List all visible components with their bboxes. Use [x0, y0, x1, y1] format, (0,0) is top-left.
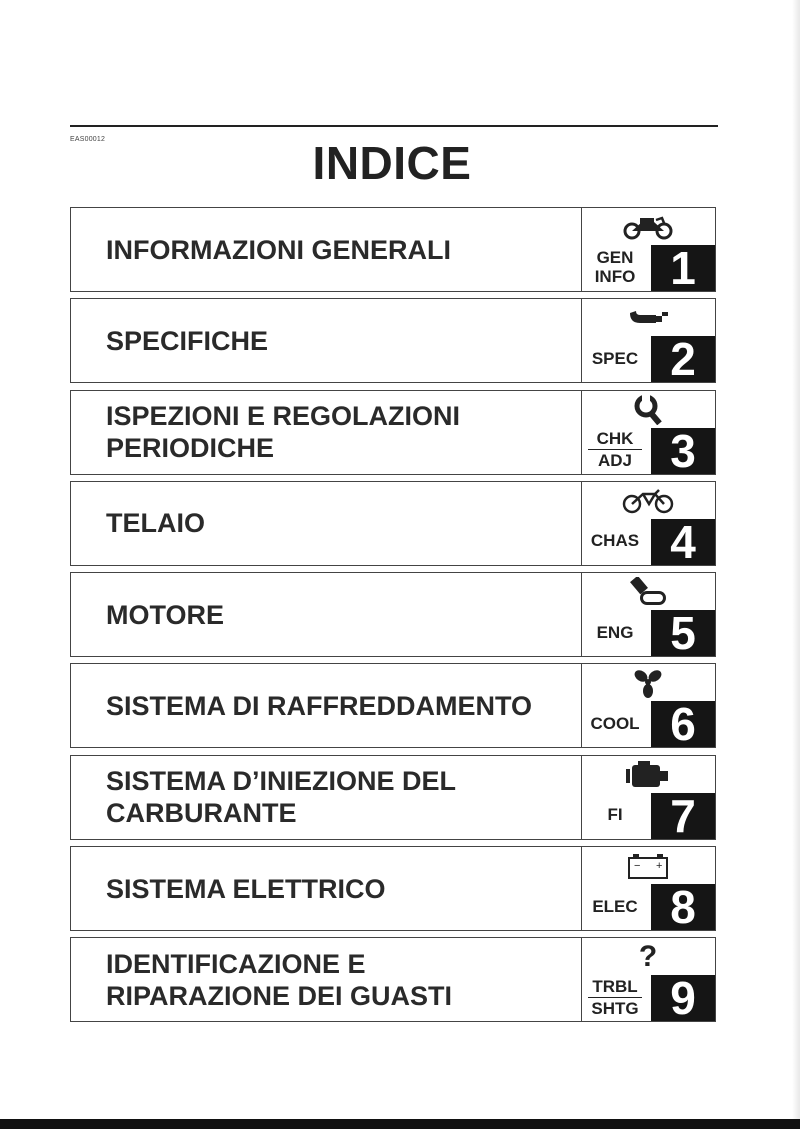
toc [70, 207, 716, 1029]
section-number: 6 [651, 701, 715, 747]
section-title: ISPEZIONI E REGOLAZIONI PERIODICHE [106, 401, 461, 464]
section-number: 8 [651, 884, 715, 930]
section-number: 4 [651, 519, 715, 565]
section-number: 3 [651, 428, 715, 474]
section-1[interactable] [70, 207, 716, 292]
section-tab [581, 482, 715, 568]
section-code: COOL [590, 713, 640, 733]
battery-icon [582, 851, 714, 881]
section-title: SPECIFICHE [106, 325, 269, 356]
section-code: GEN INFO [594, 248, 636, 286]
page-edge-shadow [792, 0, 800, 1129]
section-code: CHK ADJ [582, 427, 648, 473]
fan-icon [582, 668, 714, 698]
section-tab [581, 391, 715, 477]
section-title: MOTORE [106, 599, 225, 630]
section-title: IDENTIFICAZIONE E RIPARAZIONE DEI GUASTI [106, 948, 453, 1011]
section-tab [581, 938, 715, 1025]
section-6[interactable] [70, 663, 716, 751]
question-icon: ? [638, 940, 658, 974]
section-8[interactable] [70, 846, 716, 934]
section-tab [581, 573, 715, 660]
page-bottom-edge [0, 1119, 800, 1129]
section-4[interactable] [70, 481, 716, 566]
section-code: SPEC [591, 348, 639, 368]
section-code: CHAS [590, 531, 640, 551]
section-code: ELEC [592, 896, 638, 916]
section-title: INFORMAZIONI GENERALI [106, 234, 451, 265]
section-number: 9 [651, 975, 715, 1021]
engine-icon [582, 760, 714, 790]
section-3[interactable] [70, 390, 716, 475]
section-number: 5 [651, 610, 715, 656]
section-code: FI [607, 805, 623, 825]
section-tab [581, 847, 715, 934]
doc-code: EAS00012 [70, 136, 106, 143]
section-tab [581, 664, 715, 751]
top-rule [70, 125, 718, 127]
section-title: SISTEMA ELETTRICO [106, 873, 386, 904]
section-number: 7 [651, 793, 715, 839]
motorcycle-icon [582, 212, 714, 242]
wrench-icon [582, 395, 714, 425]
battery-plus: + [656, 860, 663, 873]
section-code: ENG [596, 622, 634, 642]
piston-icon [582, 577, 714, 607]
code-separator [588, 449, 642, 451]
battery-minus: − [634, 860, 641, 873]
section-9[interactable] [70, 937, 716, 1025]
frame-icon [582, 486, 714, 516]
section-code: TRBL SHTG [582, 974, 648, 1020]
section-2[interactable] [70, 298, 716, 386]
wrench-gauge-icon [582, 303, 714, 333]
section-tab [581, 299, 715, 386]
section-5[interactable] [70, 572, 716, 660]
section-tab [581, 208, 715, 294]
section-7[interactable] [70, 755, 716, 840]
section-number: 1 [651, 245, 715, 291]
page-title: INDICE [312, 137, 472, 189]
section-tab [581, 756, 715, 842]
code-separator [588, 997, 642, 999]
section-title: TELAIO [106, 508, 205, 539]
section-number: 2 [651, 336, 715, 382]
section-title: SISTEMA DI RAFFREDDAMENTO [106, 690, 533, 721]
section-title: SISTEMA D’INIEZIONE DEL CARBURANTE [106, 766, 457, 829]
